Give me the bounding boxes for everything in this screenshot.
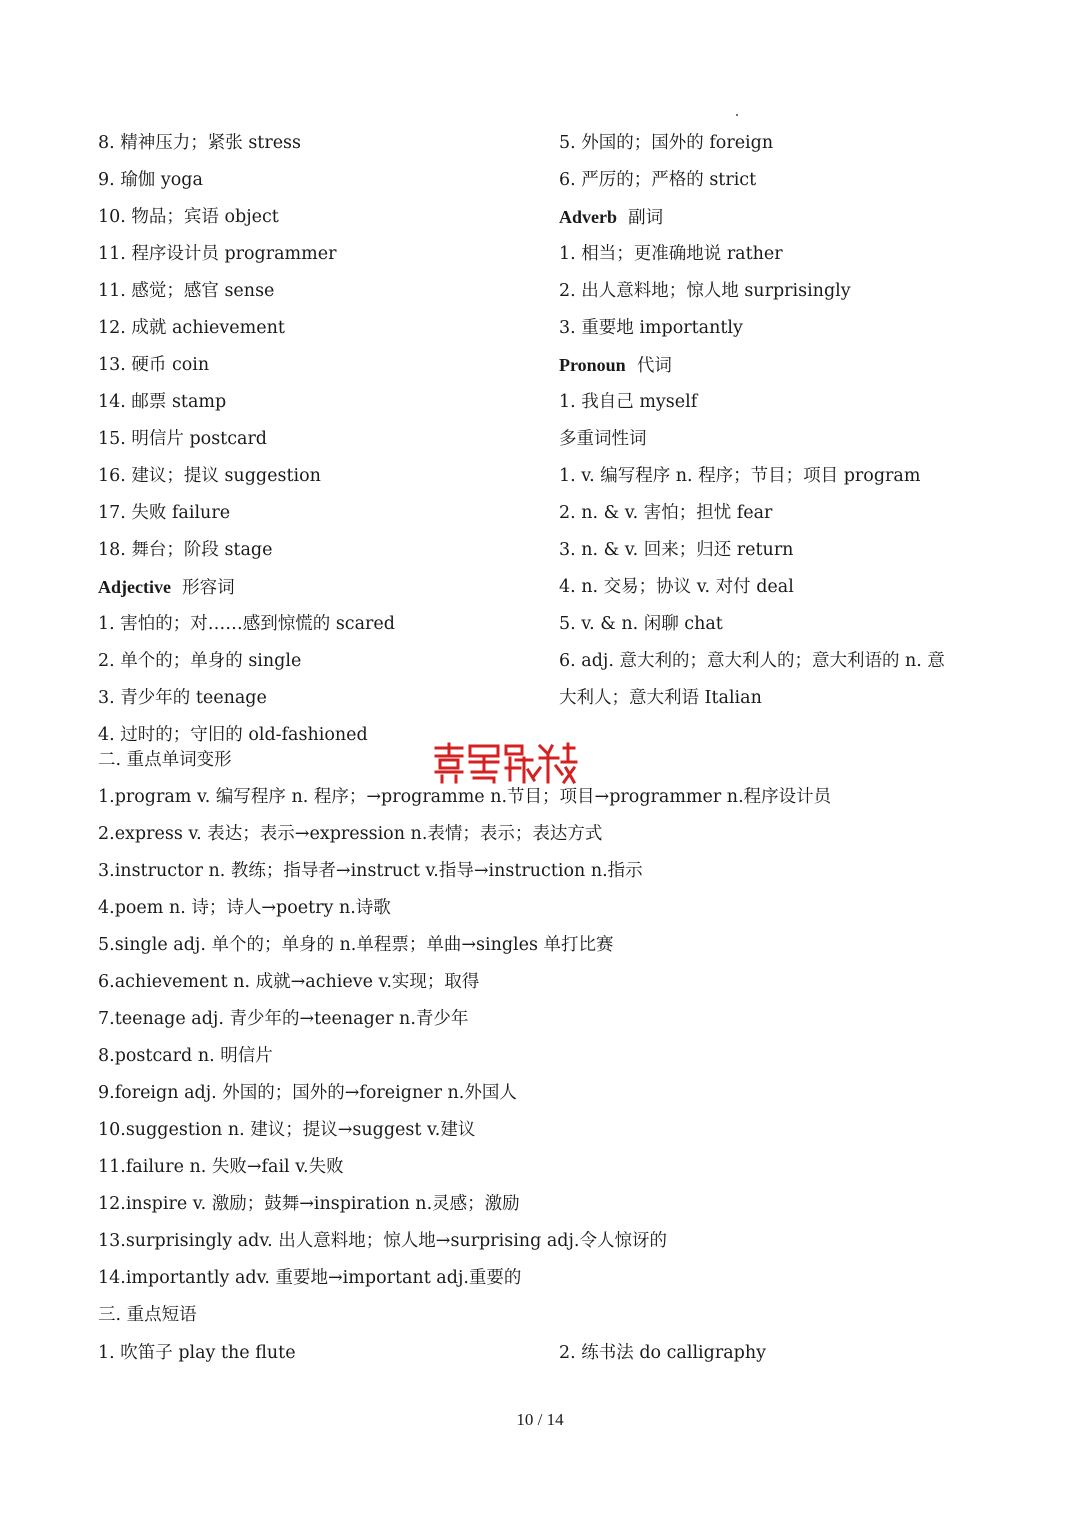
multi-pos-item-3: 3. n. & v. 回来；归还 return	[559, 540, 794, 560]
word-form-2: 2.express v. 表达；表示→expression n.表情；表示；表达方式	[98, 824, 603, 844]
word-form-6: 6.achievement n. 成就→achieve v.实现；取得	[98, 972, 480, 992]
word-form-7: 7.teenage adj. 青少年的→teenager n.青少年	[98, 1009, 469, 1029]
word-form-3: 3.instructor n. 教练；指导者→instruct v.指导→instruction n.指示	[98, 861, 643, 881]
word-form-4: 4.poem n. 诗；诗人→poetry n.诗歌	[98, 898, 391, 918]
red-seal-stamp	[432, 742, 578, 784]
noun-item-9: 9. 瑜伽 yoga	[98, 170, 203, 190]
adverb-item-1: 1. 相当；更准确地说 rather	[559, 244, 783, 264]
multi-pos-item-1: 1. v. 编写程序 n. 程序；节目；项目 program	[559, 466, 921, 486]
adjective-item-6: 6. 严厉的；严格的 strict	[559, 170, 757, 190]
noun-item-12: 12. 成就 achievement	[98, 318, 285, 338]
word-form-13: 13.surprisingly adv. 出人意料地；惊人地→surprising adj.令人惊讶的	[98, 1231, 667, 1251]
adjective-item-2: 2. 单个的；单身的 single	[98, 651, 302, 671]
multi-pos-item-5: 5. v. & n. 闲聊 chat	[559, 614, 723, 634]
adjective-heading	[98, 576, 235, 599]
multi-pos-item-6: 6. adj. 意大利的；意大利人的；意大利语的 n. 意	[559, 651, 945, 671]
noun-item-17: 17. 失败 failure	[98, 503, 231, 523]
pronoun-item-1: 1. 我自己 myself	[559, 392, 698, 412]
pronoun-heading-en: Pronoun	[559, 355, 626, 375]
word-form-11: 11.failure n. 失败→fail v.失败	[98, 1157, 344, 1177]
adjective-item-4: 4. 过时的；守旧的 old-fashioned	[98, 725, 368, 745]
pronoun-heading	[559, 354, 672, 377]
noun-item-10: 10. 物品；宾语 object	[98, 207, 279, 227]
word-form-5: 5.single adj. 单个的；单身的 n.单程票；单曲→singles 单打比赛	[98, 935, 614, 955]
noun-item-14: 14. 邮票 stamp	[98, 392, 227, 412]
phrase-item-2: 2. 练书法 do calligraphy	[559, 1343, 767, 1363]
section-2-title: 二. 重点单词变形	[98, 750, 232, 770]
adverb-heading-en: Adverb	[559, 207, 617, 227]
multi-pos-item-4: 4. n. 交易；协议 v. 对付 deal	[559, 577, 794, 597]
section-3-title: 三. 重点短语	[98, 1305, 197, 1325]
adverb-item-3: 3. 重要地 importantly	[559, 318, 743, 338]
word-form-1: 1.program v. 编写程序 n. 程序；→programme n.节目；项目→programmer n.程序设计员	[98, 787, 832, 807]
word-form-9: 9.foreign adj. 外国的；国外的→foreigner n.外国人	[98, 1083, 517, 1103]
multi-pos-item-6-cont: 大利人；意大利语 Italian	[559, 688, 762, 708]
pronoun-heading-zh: 代词	[636, 356, 672, 376]
multi-pos-item-2: 2. n. & v. 害怕；担忧 fear	[559, 503, 773, 523]
word-form-8: 8.postcard n. 明信片	[98, 1046, 273, 1066]
phrase-item-1: 1. 吹笛子 play the flute	[98, 1343, 296, 1363]
noun-item-11a: 11. 程序设计员 programmer	[98, 244, 337, 264]
noun-item-8: 8. 精神压力；紧张 stress	[98, 133, 302, 153]
multi-pos-heading: 多重词性词	[559, 429, 647, 449]
adjective-item-3: 3. 青少年的 teenage	[98, 688, 267, 708]
adjective-item-1: 1. 害怕的；对……感到惊慌的 scared	[98, 614, 395, 634]
adverb-heading	[559, 206, 663, 229]
word-form-12: 12.inspire v. 激励；鼓舞→inspiration n.灵感；激励	[98, 1194, 520, 1214]
page-number: 10 / 14	[516, 1410, 564, 1429]
word-form-10: 10.suggestion n. 建议；提议→suggest v.建议	[98, 1120, 476, 1140]
noun-item-11b: 11. 感觉；感官 sense	[98, 281, 275, 301]
word-form-14: 14.importantly adv. 重要地→important adj.重要的	[98, 1268, 522, 1288]
adjective-heading-en: Adjective	[98, 577, 171, 597]
speck-dot	[736, 114, 738, 116]
noun-item-13: 13. 硬币 coin	[98, 355, 210, 375]
adjective-item-5: 5. 外国的；国外的 foreign	[559, 133, 774, 153]
adjective-heading-zh: 形容词	[182, 578, 235, 598]
noun-item-15: 15. 明信片 postcard	[98, 429, 268, 449]
adverb-heading-zh: 副词	[628, 208, 664, 228]
noun-item-18: 18. 舞台；阶段 stage	[98, 540, 273, 560]
adverb-item-2: 2. 出人意料地；惊人地 surprisingly	[559, 281, 851, 301]
noun-item-16: 16. 建议；提议 suggestion	[98, 466, 321, 486]
